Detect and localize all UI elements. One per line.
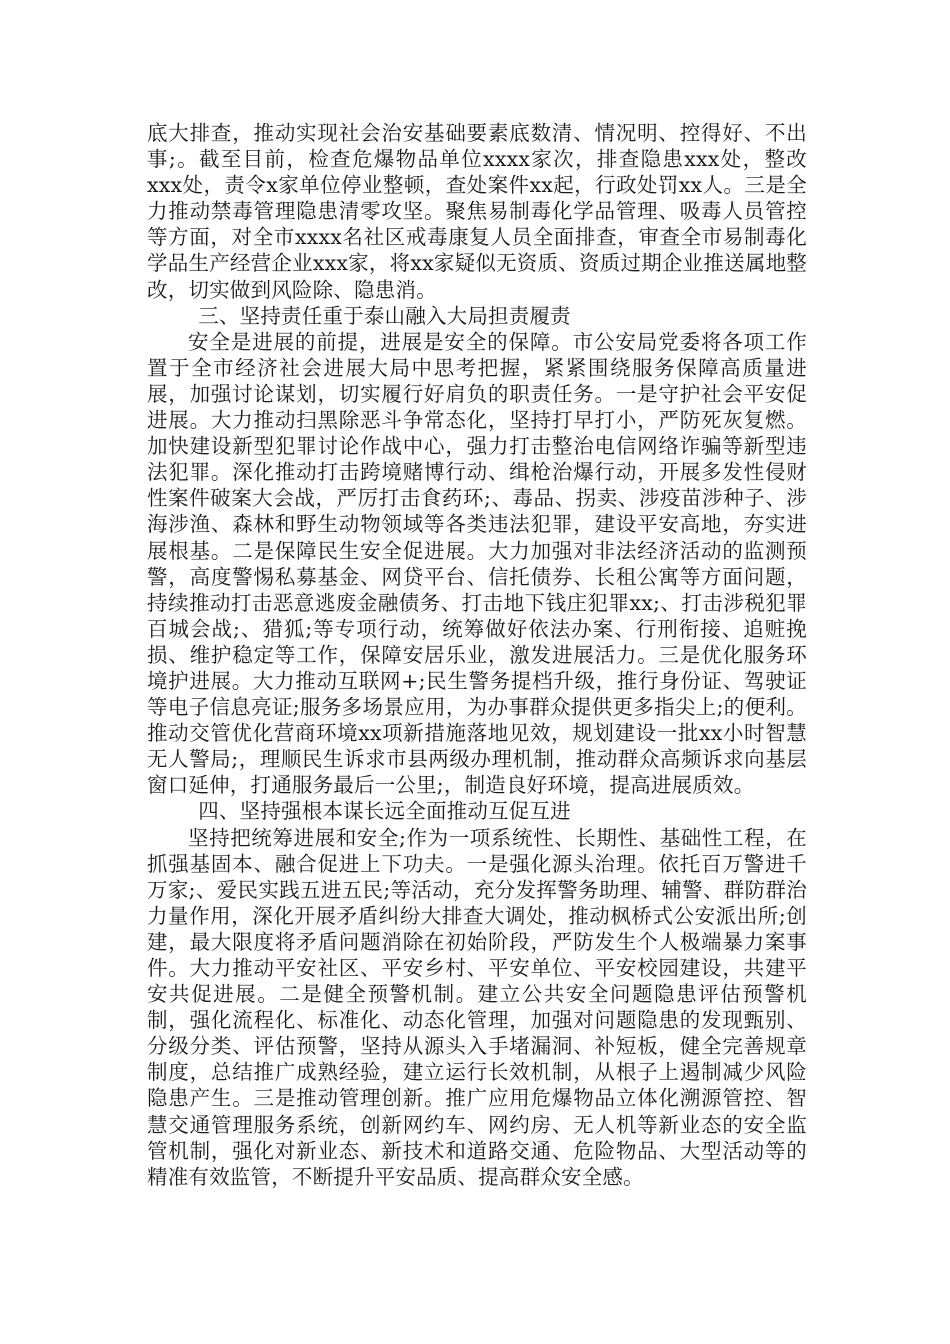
section-heading-4: 四、坚持强根本谋长远全面推动互促互进 bbox=[198, 799, 571, 824]
section-heading-3: 三、坚持责任重于泰山融入大局担责履责 bbox=[198, 303, 571, 328]
paragraph-section-4-body: 坚持把统筹进展和安全;作为一项系统性、长期性、基础性工程，在抓强基固本、融合促进上下功夫。一是强化源头治理。依托百万警进千万家;、爱民实践五进五民;等活动，充分发挥警务助理、辅警、群防群治力量作用，深化开展矛盾纠纷大排查大调处，推动枫桥式公安派出所;创建，最大限度将矛盾问题消除在初始阶段，严防发生个人极端暴力案事件。大力推动平安社区、平安乡村、平安单位、平安校园建设，共建平安共促进展。二是健全预警机制。建立公共安全问题隐患评估预警机制，强化流程化、标准化、动态化管理，加强对问题隐患的发现甄别、分级分类、评估预警，坚持从源头入手堵漏洞、补短板，健全完善规章制度，总结推广成熟经验，建立运行长效机制，从根子上遏制减少风险隐患产生。三是推动管理创新。推广应用危爆物品立体化溯源管控、智慧交通管理服务系统，创新网约车、网约房、无人机等新业态的安全监管机制，强化对新业态、新技术和道路交通、危险物品、大型活动等的精准有效监管，不断提升平安品质、提高群众安全感。 bbox=[147, 825, 807, 1189]
paragraph-continuation: 底大排查，推动实现社会治安基础要素底数清、情况明、控得好、不出事;。截至目前，检查危爆物品单位xxxx家次，排查隐患xxx处，整改xxx处，责令x家单位停业整顿，查处案件xx起，行政处罚xx人。三是全力推动禁毒管理隐患清零攻坚。聚焦易制毒化学品管理、吸毒人员管控等方面，对全市xxxx名社区戒毒康复人员全面排查，审查全市易制毒化学品生产经营企业xxx家，将xx家疑似无资质、资质过期企业推送属地整改，切实做到风险除、隐患消。 bbox=[147, 121, 807, 302]
paragraph-section-3-body: 安全是进展的前提，进展是安全的保障。市公安局党委将各项工作置于全市经济社会进展大局中思考把握，紧紧围绕服务保障高质量进展，加强讨论谋划，切实履行好肩负的职责任务。一是守护社会平安促进展。大力推动扫黑除恶斗争常态化，坚持打早打小，严防死灰复燃。加快建设新型犯罪讨论作战中心，强力打击整治电信网络诈骗等新型违法犯罪。深化推动打击跨境赌博行动、缉枪治爆行动，开展多发性侵财性案件破案大会战，严厉打击食药环;、毒品、拐卖、涉疫苗涉种子、涉海涉渔、森林和野生动物领域等各类违法犯罪，建设平安高地，夯实进展根基。二是保障民生安全促进展。大力加强对非法经济活动的监测预警，高度警惕私募基金、网贷平台、信托债券、长租公寓等方面问题，持续推动打击恶意逃废金融债务、打击地下钱庄犯罪xx;、打击涉税犯罪百城会战;、猎狐;等专项行动，统筹做好依法办案、行刑衔接、追赃挽损、维护稳定等工作，保障安居乐业，激发进展活力。三是优化服务环境护进展。大力推动互联网+;民生警务提档升级，推行身份证、驾驶证等电子信息亮证;服务多场景应用，为办事群众提供更多指尖上;的便利。推动交管优化营商环境xx项新措施落地见效，规划建设一批xx小时智慧无人警局;，理顺民生诉求市县两级办理机制，推动群众高频诉求向基层窗口延伸，打通服务最后一公里;，制造良好环境，提高进展质效。 bbox=[147, 329, 807, 798]
document-body bbox=[147, 120, 807, 1190]
